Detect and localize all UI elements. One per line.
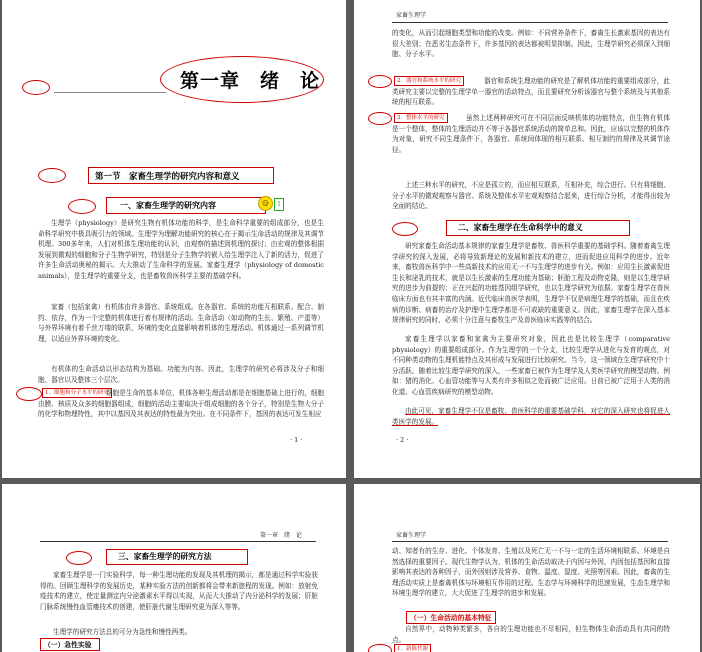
annotation-oval bbox=[38, 168, 66, 183]
running-head: 家畜生理学 bbox=[396, 532, 427, 539]
paragraph: 生理学的研究方法总的可分为急性和慢性两类。 bbox=[53, 628, 192, 636]
paragraph: 生理学（physiology）是研究生物有机体功能的科学，是生命科学重要的组成部分，也是生命科学研究中极具吸引力的领域。生理学为理解功能研究的核心在于揭示生命活动的规律及其调节机理。300多年来，人们对机体生理功能的认识，由观察的描述到机理的探讨；由宏观的整体根据发展到微观的细胞和分子生物学研究，特别是分子生物学的嵌入给生理学注入了新的活力，促进了许多生命活动奥秘的揭示。大大推动了生命科学的发展。家畜生理学（physiology of domestic animals），是生理学的重要分支，也是畜牧兽医科学主要的基础学科。 bbox=[38, 219, 324, 280]
label-organ-system: 2．器官和系统水平的研究 bbox=[394, 76, 464, 86]
page-number: · 1 · bbox=[290, 436, 303, 444]
annotation-oval bbox=[66, 551, 92, 565]
subheading-basic-features: （一）生命活动的基本特征 bbox=[410, 614, 492, 622]
annotation-oval bbox=[368, 644, 392, 652]
paragraph: 器官和系统生理功能的研究是了解机体功能的重要组成部分，此类研究主要以完整的生理学单一器官的活动特点，而且要研究分析该器官与整个系统及与其他系统的相互联系。 bbox=[392, 77, 670, 107]
paragraph: 家畜生理学以家畜和家禽为主要研究对象，因此也是比较生理学（comparative physiology）的重要组成部分。作为生理学的一个分支，比较生理学从进化与发育的观点，对不同种类动物的生理机能特点及其形成与发展进行比较研究。当今，这一领域在生理学研究中十分活跃。随着比较生理学研究的深入，一些家畜已被作为生理学及人类医学研究的模型动物。例如：猪的消化、心血管功能等与人类有许多相似之处而被广泛应用。日前已被广泛用于人类的消化道、心血管疾病研究的模型动物。 bbox=[392, 335, 670, 396]
header-rule bbox=[392, 541, 668, 542]
label-cell-molecular: 1．细胞和分子水平的研究 bbox=[42, 388, 112, 398]
label-whole-body: 3．整体水平的研究 bbox=[394, 113, 448, 123]
running-head: 家畜生理学 bbox=[396, 12, 427, 19]
chapter-rule bbox=[54, 92, 166, 93]
paragraph: 家畜（包括家禽）有机体由许多器官、系统组成。在各器官、系统的功能互相联系、配合、制约、依存，作为一个完整的机体进行着有规律的活动。生命活动（如动物的生长、繁殖、产蛋等）与外界环境有着千丝万缕的联系，环境的变化直接影响着机体的生理活动。机体通过一系列调节机理，以适应外界环境的变化。 bbox=[38, 303, 324, 343]
page-marker-icon: 1 bbox=[274, 198, 284, 211]
paragraph: 有机体的生命活动以形态结构为基础。功能为内容。因此，生理学的研究必将涉及分子和细胞、器官以及整体三个层次。 bbox=[38, 365, 324, 384]
paragraph: 上述三种水平的研究，不应是孤立的，而应相互联系，互相补充，综合进行。只有将细胞、分子水平的微观观察与器官、系统及整体水平宏观观察结合起来，进行综合分析，才能得出较为全面的结论。 bbox=[392, 181, 670, 211]
paragraph: 自然界中，动物种类繁多，各自的生理功能也不尽相同，但生物体生命活动具有共同的特点。 bbox=[392, 625, 670, 644]
chapter-title: 第一章 绪 论 bbox=[180, 70, 321, 92]
paragraph: 虽然上述两种研究可在不同层面反映机体的功能特点，但生物有机体是一个整体，整体的生理活动并不等于各器官系统活动的简单总和。因此，应该以完整的机体作为对象，研究不同生理条件下，各器官、系统间体现的相互联系、相互制约的规律及其调节途径。 bbox=[392, 114, 670, 154]
annotation-oval bbox=[68, 199, 96, 214]
header-rule bbox=[392, 22, 668, 23]
section-title: 第一节 家畜生理学的研究内容和意义 bbox=[95, 172, 240, 182]
subtitle-significance: 二、家畜生理学在生命科学中的意义 bbox=[458, 223, 583, 232]
paragraph: 的变化，从而引起细胞类型和功能的改变。例如：不同营养条件下，畜禽生长激素基因的表达有很大差别；在恶劣生态条件下，许多基因的表达都被明显抑制。因此，生理学研究必须深入到细胞、分子水平。 bbox=[392, 29, 670, 59]
header-rule bbox=[40, 541, 316, 542]
paragraph: 研究家畜生命活动基本规律的家畜生理学是畜牧、兽医科学重要的基础学科。随着畜禽生理学研究的深入发展，必将导致新理论的发展和新技术的建立，进而促进应用科学的进步。近年来，畜牧兽医科学中一些高新技术的应用无一不与生理学的进步有关。例如：应用生长激素促进生长和泌乳的技术，就是以生长激素的生理功能为基础；胚胎工程及动物克隆，则是以生理学研究的进步为前提的；正在兴起的功能基因组学研究，也以生理学研究为依据。家畜生理学在兽医临床方面也有其丰富的内涵。近代临床兽医学表明，生理学不仅是病理生理学的基础，而且在疾病的诊断、病畜的治疗及护理中生理学都是不可或缺的重要意义。因此，家畜生理学在深入基本规律研究的同时，必须十分注意与畜牧生产及兽医临床实践等的结合。 bbox=[392, 242, 670, 325]
annotation-oval bbox=[392, 222, 418, 236]
document-page-1 bbox=[2, 0, 346, 478]
paragraph: 细胞是生命的基本单位，机体各种生理活动都是在细胞基础上进行的，细胞由膜、核质及众多的细胞器组成，细胞的活动主要取决于组成细胞的各个分子，特别是生物大分子的化学和物理特性，其中以基因及其表达的特性最为突出。在不同条件下，基因的表达可发生相应 bbox=[38, 389, 324, 419]
subtitle-research-content: 一、家畜生理学的研究内容 bbox=[120, 200, 216, 210]
label-metabolism: 1．新陈代谢 bbox=[394, 644, 431, 652]
paragraph: 家畜生理学是一门实验科学，每一种生理功能的发现及其机理的揭示，都是通过科学实验获得的。回顾生理科学的发展历史，某种实验方法的创新都将会带来新旅程的发现。例如：放射免疫技术的建立，使定量测定内分泌激素水平得以实现，从而大大推动了内分泌科学的发展；肝脏门脉系统慢性血管瘘技术的创建，使肝脏代谢生理研究更为深入等等。 bbox=[40, 571, 318, 611]
subtitle-research-methods: 三、家畜生理学的研究方法 bbox=[118, 552, 212, 561]
page-number: · 2 · bbox=[396, 436, 409, 444]
document-page-2 bbox=[354, 0, 700, 478]
annotation-oval bbox=[368, 75, 392, 88]
running-head: 第一章 绪 论 bbox=[260, 532, 303, 539]
annotation-oval bbox=[368, 112, 392, 125]
paragraph: 由此可见，家畜生理学不仅是畜牧、兽医科学的重要基础学科，对它的深入研究也将促进人类医学的发展。 bbox=[392, 407, 670, 426]
document-page-3 bbox=[2, 484, 346, 652]
document-page-4 bbox=[354, 484, 700, 652]
annotation-oval bbox=[22, 80, 50, 95]
smiley-face-icon: ☺ bbox=[258, 196, 273, 211]
paragraph: 动、知者有的生存、进化、个体发育、生殖以及死亡无一不与一定的生活环境相联系。环境是自然选择的重要因子。现代生物学认为，机体的生命活动取决于内因与外因，内因包括基因和直接影响其表达的各种因子，而外因则涉及营养、食物、温度、湿度、光照等因素。因此，畜禽的生理活动实质上是畜禽机体与环境相互作用的过程。生态学与环境科学的迅速发展，生态生理学和环境生理学的建立，大大促进了生理学的进步和发展。 bbox=[392, 547, 670, 598]
subheading-acute-experiment: （一）急性实验 bbox=[44, 641, 92, 649]
